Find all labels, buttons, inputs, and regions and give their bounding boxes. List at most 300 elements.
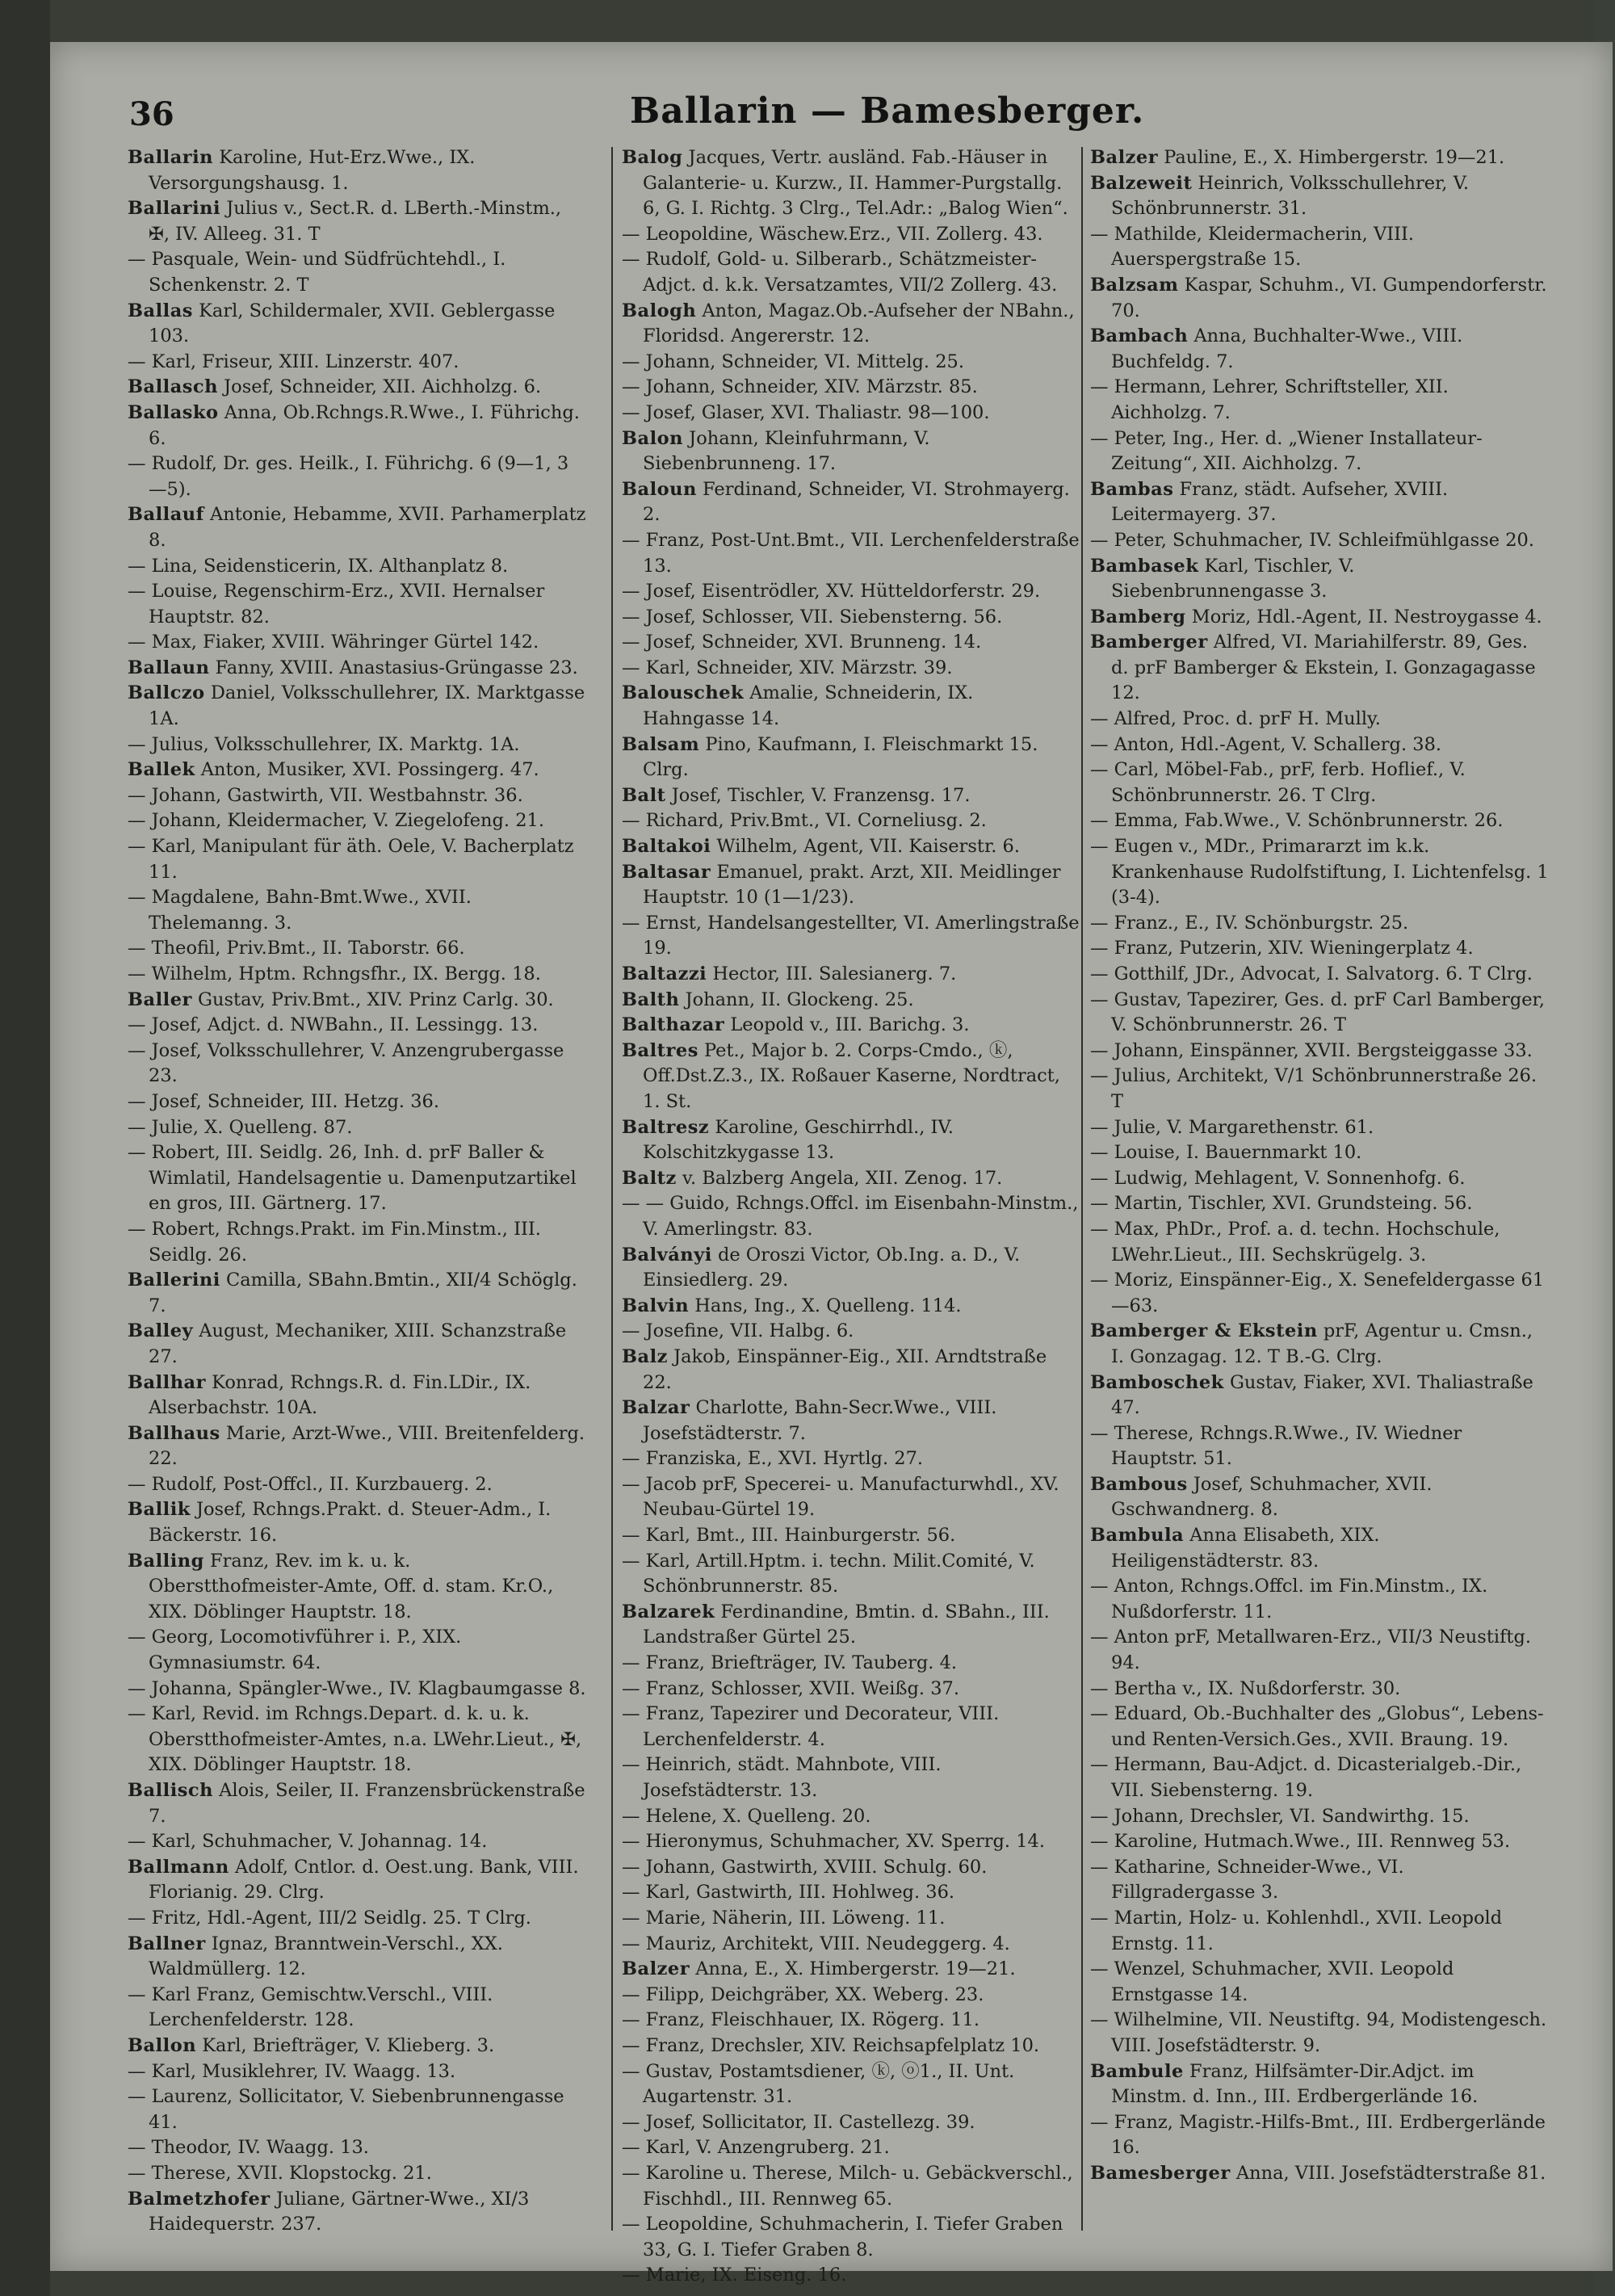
directory-entry	[1090, 1140, 1549, 1166]
entry-text: prF, Agentur u. Cmsn., I. Gonzagag. 12. T B.-G. Clrg.	[1111, 1320, 1533, 1367]
entry-text: — Laurenz, Sollicitator, V. Siebenbrunnengasse 41.	[128, 2086, 564, 2133]
entry-text: — Theofil, Priv.Bmt., II. Taborstr. 66.	[128, 938, 465, 959]
directory-entry	[1090, 145, 1549, 171]
directory-entry	[128, 1677, 586, 1702]
entry-text: Karoline, Hut-Erz.Wwe., IX. Versorgungshausg. 1.	[149, 147, 476, 194]
directory-entry	[1090, 2161, 1549, 2187]
entry-text: Karl, Briefträger, V. Klieberg. 3.	[202, 2034, 495, 2056]
directory-entry	[622, 1345, 1080, 1396]
entry-text: Anna, Ob.Rchngs.R.Wwe., I. Führichg. 6.	[149, 401, 580, 449]
entry-surname: Balványi	[622, 1244, 712, 1266]
directory-entry	[622, 401, 1080, 426]
entry-surname: Bamboschek	[1090, 1371, 1224, 1393]
entry-text: Wilhelm, Agent, VII. Kaiserstr. 6.	[716, 836, 1021, 858]
entry-text: — Leopoldine, Wäschew.Erz., VII. Zollerg. 43.	[622, 223, 1043, 245]
directory-entry	[1090, 1677, 1549, 1702]
entry-text: — Peter, Schuhmacher, IV. Schleifmühlgasse 20.	[1090, 529, 1534, 551]
entry-text: — Rudolf, Gold- u. Silberarb., Schätzmeister-Adjct. d. k.k. Versatzamtes, VII/2 Zollerg. 43.	[622, 249, 1058, 296]
directory-entry	[622, 630, 1080, 656]
entry-text: Anna, E., X. Himbergerstr. 19—21.	[695, 1958, 1016, 1980]
entry-text: — Johann, Gastwirth, XVIII. Schulg. 60.	[622, 1856, 988, 1878]
entry-text: — Karl, Gastwirth, III. Hohlweg. 36.	[622, 1882, 955, 1904]
directory-entry	[622, 426, 1080, 477]
entry-surname: Ballhaus	[128, 1422, 220, 1444]
directory-entry	[1090, 732, 1549, 758]
entry-text: — Johann, Kleidermacher, V. Ziegelofeng. 21.	[128, 810, 544, 832]
directory-entry	[1090, 528, 1549, 554]
entry-text: de Oroszi Victor, Ob.Ing. a. D., V. Einsiedlerg. 29.	[643, 1244, 1021, 1291]
column-1	[128, 145, 586, 2245]
directory-entry	[128, 350, 586, 376]
scan-edge-left	[0, 0, 50, 2296]
directory-entry	[1090, 1039, 1549, 1064]
entry-surname: Ballner	[128, 1933, 206, 1954]
entry-text: — Wenzel, Schuhmacher, XVII. Leopold Ernstgasse 14.	[1090, 1958, 1454, 2005]
directory-entry	[1090, 2110, 1549, 2161]
entry-text: — Georg, Locomotivführer i. P., XIX. Gymnasiumstr. 64.	[128, 1627, 462, 1674]
entry-text: — Richard, Priv.Bmt., VI. Corneliusg. 2.	[622, 810, 987, 832]
column-divider	[1081, 147, 1083, 2231]
directory-entry	[1090, 222, 1549, 273]
entry-text: — Johann, Gastwirth, VII. Westbahnstr. 36.	[128, 784, 523, 806]
entry-text: — Josef, Glaser, XVI. Thaliastr. 98—100.	[622, 401, 990, 423]
entry-text: Franz, Rev. im k. u. k. Oberstthofmeister-Amte, Off. d. stam. Kr.O., XIX. Döblinger Hauptstr. 18.	[149, 1550, 554, 1622]
directory-entry	[622, 656, 1080, 682]
directory-entry	[1090, 1855, 1549, 1906]
entry-surname: Balzer	[1090, 147, 1159, 168]
directory-entry	[622, 375, 1080, 401]
entry-text: — Bertha v., IX. Nußdorferstr. 30.	[1090, 1677, 1401, 1699]
directory-entry	[622, 2008, 1080, 2034]
entry-text: — Karl, Musiklehrer, IV. Waagg. 13.	[128, 2060, 456, 2082]
directory-entry	[128, 1421, 586, 1472]
entry-text: Pet., Major b. 2. Corps-Cmdo., ⓚ, Off.Dst.Z.3., IX. Roßauer Kaserne, Nordtract, 1. St.	[643, 1039, 1060, 1112]
directory-entry	[622, 1752, 1080, 1803]
directory-entry	[622, 1294, 1080, 1320]
directory-entry	[1090, 1574, 1549, 1625]
directory-entry	[128, 1115, 586, 1141]
entry-surname: Ballisch	[128, 1780, 213, 1801]
entry-text: — Johann, Drechsler, VI. Sandwirthg. 15.	[1090, 1805, 1470, 1827]
entry-text: Franz, Hilfsämter-Dir.Adjct. im Minstm. d. Inn., III. Erdbergerlände 16.	[1111, 2060, 1479, 2108]
entry-text: — Louise, I. Bauernmarkt 10.	[1090, 1142, 1362, 1164]
directory-entry	[128, 758, 586, 783]
entry-text: — Karl, Bmt., III. Hainburgerstr. 56.	[622, 1525, 956, 1547]
entry-surname: Bambasek	[1090, 555, 1199, 577]
directory-entry	[622, 247, 1080, 298]
directory-entry	[622, 988, 1080, 1014]
directory-entry	[622, 1549, 1080, 1600]
entry-text: — Magdalene, Bahn-Bmt.Wwe., XVII. Thelemanng. 3.	[128, 887, 472, 934]
entry-text: — Carl, Möbel-Fab., prF, ferb. Hoflief., V. Schönbrunnerstr. 26. T Clrg.	[1090, 759, 1466, 806]
directory-entry	[622, 1013, 1080, 1039]
entry-surname: Ballek	[128, 759, 195, 781]
directory-entry	[128, 1829, 586, 1855]
directory-entry	[1090, 1064, 1549, 1114]
entry-text: — — Guido, Rchngs.Offcl. im Eisenbahn-Minstm., V. Amerlingstr. 83.	[622, 1193, 1079, 1240]
directory-entry	[622, 1677, 1080, 1702]
entry-text: August, Mechaniker, XIII. Schanzstraße 27.	[149, 1320, 567, 1367]
directory-entry	[128, 1625, 586, 1676]
entry-text: — Josef, Schneider, XVI. Brunneng. 14.	[622, 632, 982, 653]
entry-text: Anton, Musiker, XVI. Possingerg. 47.	[200, 759, 539, 781]
entry-text: Daniel, Volksschullehrer, IX. Marktgasse 1A.	[149, 682, 585, 730]
entry-text: — Johann, Einspänner, XVII. Bergsteiggasse 33.	[1090, 1039, 1533, 1061]
entry-text: — Helene, X. Quelleng. 20.	[622, 1805, 871, 1827]
directory-entry	[128, 2084, 586, 2135]
entry-text: — Karl, Friseur, XIII. Linzerstr. 407.	[128, 350, 459, 372]
entry-text: — Ludwig, Mehlagent, V. Sonnenhofg. 6.	[1090, 1167, 1466, 1189]
entry-text: — Ernst, Handelsangestellter, VI. Amerlingstraße 19.	[622, 912, 1080, 959]
directory-entry	[622, 1983, 1080, 2008]
entry-text: — Julie, V. Margarethenstr. 61.	[1090, 1116, 1374, 1138]
directory-entry	[1090, 2008, 1549, 2059]
entry-text: — Franziska, E., XVI. Hyrtlg. 27.	[622, 1448, 924, 1470]
directory-entry	[128, 1039, 586, 1089]
entry-text: Konrad, Rchngs.R. d. Fin.LDir., IX. Alserbachstr. 10A.	[149, 1371, 531, 1419]
directory-entry	[622, 834, 1080, 860]
entry-surname: Balzar	[622, 1397, 690, 1419]
directory-entry	[128, 783, 586, 809]
entry-text: — Karl, V. Anzengruberg. 21.	[622, 2137, 890, 2159]
directory-entry	[622, 299, 1080, 350]
entry-text: — Therese, Rchngs.R.Wwe., IV. Wiedner Hauptstr. 51.	[1090, 1422, 1462, 1470]
entry-text: — Martin, Tischler, XVI. Grundsteing. 56.	[1090, 1193, 1473, 1215]
entry-text: Ignaz, Branntwein-Verschl., XX. Waldmüllerg. 12.	[149, 1933, 503, 1980]
directory-entry	[128, 1472, 586, 1498]
directory-entry	[1090, 758, 1549, 808]
entry-text: — Robert, Rchngs.Prakt. im Fin.Minstm., III. Seidlg. 26.	[128, 1218, 541, 1266]
directory-entry	[128, 299, 586, 350]
entry-text: Josef, Schneider, XII. Aichholzg. 6.	[224, 376, 542, 398]
directory-entry	[1090, 1472, 1549, 1523]
entry-text: — Louise, Regenschirm-Erz., XVII. Hernalser Hauptstr. 82.	[128, 581, 545, 628]
entry-text: — Josefine, VII. Halbg. 6.	[622, 1320, 854, 1342]
directory-entry	[128, 1932, 586, 1983]
directory-entry	[1090, 630, 1549, 707]
directory-entry	[622, 1191, 1080, 1242]
directory-entry	[1090, 426, 1549, 477]
directory-entry	[622, 528, 1080, 579]
entry-text: — Karoline u. Therese, Milch- u. Gebäckverschl., Fischhdl., III. Rennweg 65.	[622, 2162, 1073, 2210]
entry-text: Marie, Arzt-Wwe., VIII. Breitenfelderg. 22.	[149, 1422, 585, 1470]
directory-entry	[622, 477, 1080, 528]
entry-surname: Balmetzhofer	[128, 2188, 271, 2210]
directory-entry	[622, 860, 1080, 911]
entry-surname: Ballerini	[128, 1270, 220, 1291]
directory-entry	[1090, 1523, 1549, 1574]
directory-entry	[128, 962, 586, 988]
entry-text: Jakob, Einspänner-Eig., XII. Arndtstraße 22.	[643, 1345, 1047, 1393]
directory-entry	[128, 451, 586, 502]
directory-entry	[128, 630, 586, 656]
directory-entry	[128, 1906, 586, 1932]
entry-text: — Theodor, IV. Waagg. 13.	[128, 2137, 369, 2159]
entry-surname: Bambach	[1090, 325, 1189, 347]
directory-entry	[128, 1089, 586, 1115]
entry-text: — Martin, Holz- u. Kohlenhdl., XVII. Leopold Ernstg. 11.	[1090, 1907, 1503, 1954]
entry-text: — Fritz, Hdl.-Agent, III/2 Seidlg. 25. T Clrg.	[128, 1907, 531, 1929]
entry-text: Pauline, E., X. Himbergerstr. 19—21.	[1164, 147, 1505, 168]
entry-text: Karl, Schildermaler, XVII. Geblergasse 103.	[149, 300, 556, 347]
directory-entry	[622, 1472, 1080, 1523]
entry-text: — Karl, Artill.Hptm. i. techn. Milit.Comité, V. Schönbrunnerstr. 85.	[622, 1550, 1035, 1597]
entry-text: Heinrich, Volksschullehrer, V. Schönbrunnerstr. 31.	[1111, 172, 1470, 220]
entry-text: — Jacob prF, Specerei- u. Manufacturwhdl., XV. Neubau-Gürtel 19.	[622, 1473, 1059, 1521]
entry-text: v. Balzberg Angela, XII. Zenog. 17.	[682, 1167, 1003, 1189]
directory-entry	[622, 783, 1080, 809]
entry-text: — Johann, Schneider, XIV. Märzstr. 85.	[622, 376, 978, 398]
directory-entry	[622, 681, 1080, 732]
entry-surname: Balsam	[622, 733, 700, 755]
directory-entry	[128, 401, 586, 451]
directory-entry	[1090, 1191, 1549, 1217]
entry-surname: Ballczo	[128, 682, 205, 704]
directory-entry	[1090, 1370, 1549, 1421]
directory-entry	[622, 222, 1080, 248]
entry-text: Charlotte, Bahn-Secr.Wwe., VIII. Josefstädterstr. 7.	[643, 1397, 997, 1444]
running-head: Ballarin — Bamesberger.	[630, 90, 1145, 132]
entry-text: — Franz, Briefträger, IV. Tauberg. 4.	[622, 1652, 958, 1674]
entry-text: Pino, Kaufmann, I. Fleischmarkt 15. Clrg.	[643, 733, 1038, 781]
directory-entry	[1090, 1217, 1549, 1268]
entry-surname: Baltazzi	[622, 963, 707, 984]
directory-entry	[1090, 1957, 1549, 2008]
entry-text: Juliane, Gärtner-Wwe., XI/3 Haidequerstr. 237.	[149, 2188, 530, 2235]
directory-entry	[622, 732, 1080, 783]
directory-entry	[1090, 273, 1549, 324]
directory-entry	[622, 605, 1080, 631]
directory-entry	[1090, 1166, 1549, 1192]
directory-entry	[622, 1523, 1080, 1549]
entry-text: — Eduard, Ob.-Buchhalter des „Globus“, Lebens- und Renten-Versich.Ges., XVII. Braung. 19.	[1090, 1703, 1544, 1750]
directory-entry	[1090, 2059, 1549, 2110]
directory-entry	[1090, 834, 1549, 911]
entry-surname: Balling	[128, 1550, 204, 1572]
entry-text: Fanny, XVIII. Anastasius-Grüngasse 23.	[215, 657, 578, 678]
entry-text: — Anton, Hdl.-Agent, V. Schallerg. 38.	[1090, 733, 1442, 755]
directory-entry	[1090, 324, 1549, 375]
entry-surname: Bamesberger	[1090, 2162, 1231, 2184]
entry-text: — Peter, Ing., Her. d. „Wiener Installateur-Zeitung“, XII. Aichholzg. 7.	[1090, 427, 1483, 475]
directory-entry	[622, 1957, 1080, 1983]
entry-text: Gustav, Fiaker, XVI. Thaliastraße 47.	[1111, 1371, 1533, 1419]
entry-surname: Balz	[622, 1345, 668, 1367]
entry-text: — Rudolf, Dr. ges. Heilk., I. Führichg. 6 (9—1, 3—5).	[128, 453, 569, 500]
directory-entry	[128, 1778, 586, 1829]
entry-text: Camilla, SBahn.Bmtin., XII/4 Schöglg. 7.	[149, 1270, 577, 1316]
entry-text: — Karl, Schuhmacher, V. Johannag. 14.	[128, 1831, 488, 1853]
entry-text: — Josef, Sollicitator, II. Castellezg. 39.	[622, 2111, 975, 2133]
entry-surname: Bamberger & Ekstein	[1090, 1320, 1318, 1342]
entry-text: Anna, Buchhalter-Wwe., VIII. Buchfeldg. 7.	[1111, 325, 1463, 372]
directory-entry	[1090, 936, 1549, 962]
directory-entry	[622, 808, 1080, 834]
directory-entry	[1090, 605, 1549, 631]
entry-surname: Balzeweit	[1090, 172, 1193, 194]
directory-entry	[622, 1319, 1080, 1345]
entry-surname: Bambula	[1090, 1525, 1185, 1547]
directory-entry	[128, 145, 586, 196]
directory-entry	[1090, 707, 1549, 732]
entry-text: Ferdinandine, Bmtin. d. SBahn., III. Landstraßer Gürtel 25.	[643, 1601, 1050, 1648]
column-3	[1090, 145, 1549, 2245]
entry-text: Leopold v., III. Barichg. 3.	[730, 1014, 970, 1036]
directory-entry	[622, 1855, 1080, 1881]
entry-text: — Marie, Näherin, III. Löweng. 11.	[622, 1907, 946, 1929]
directory-entry	[128, 1497, 586, 1548]
entry-text: Johann, II. Glockeng. 25.	[685, 988, 914, 1010]
entry-text: — Katharine, Schneider-Wwe., VI. Fillgradergasse 3.	[1090, 1856, 1404, 1904]
directory-entry	[128, 936, 586, 962]
directory-entry	[622, 1600, 1080, 1651]
entry-text: Anna Elisabeth, XIX. Heiligenstädterstr. 83.	[1111, 1525, 1380, 1572]
directory-entry	[622, 145, 1080, 222]
directory-entry	[128, 1217, 586, 1268]
entry-surname: Balouschek	[622, 682, 745, 704]
entry-text: — Therese, XVII. Klopstockg. 21.	[128, 2162, 432, 2184]
entry-text: — Max, Fiaker, XVIII. Währinger Gürtel 142.	[128, 632, 539, 653]
entry-surname: Balog	[622, 147, 683, 168]
directory-entry	[128, 808, 586, 834]
entry-text: — Karl, Revid. im Rchngs.Depart. d. k. u. k. Oberstthofmeister-Amtes, n.a. LWehr.Lieut., ✠, XIX. Döblinger Hauptstr. 18.	[128, 1703, 582, 1776]
entry-text: — Franz, Tapezirer und Decorateur, VIII. Lerchenfelderstr. 4.	[622, 1703, 1000, 1750]
entry-text: — Anton prF, Metallwaren-Erz., VII/3 Neustiftg. 94.	[1090, 1627, 1531, 1674]
entry-text: — Max, PhDr., Prof. a. d. techn. Hochschule, LWehr.Lieut., III. Sechskrügelg. 3.	[1090, 1218, 1500, 1266]
directory-entry	[622, 1880, 1080, 1906]
entry-text: Adolf, Cntlor. d. Oest.ung. Bank, VIII. Florianig. 29. Clrg.	[149, 1856, 579, 1904]
directory-entry	[128, 988, 586, 1014]
entry-text: Karoline, Geschirrhdl., IV. Kolschitzkygasse 13.	[643, 1116, 954, 1164]
entry-text: — Franz, Putzerin, XIV. Wieningerplatz 4.	[1090, 938, 1474, 959]
entry-text: Josef, Rchngs.Prakt. d. Steuer-Adm., I. Bäckerstr. 16.	[149, 1499, 552, 1547]
entry-text: Johann, Kleinfuhrmann, V. Siebenbrunneng. 17.	[643, 427, 930, 475]
entry-text: Alfred, VI. Mariahilferstr. 89, Ges. d. prF Bamberger & Ekstein, I. Gonzagagasse 12.	[1111, 632, 1536, 704]
entry-text: Julius v., Sect.R. d. LBerth.-Minstm., ✠, IV. Alleeg. 31. T	[149, 198, 562, 245]
entry-text: — Hermann, Bau-Adjct. d. Dicasterialgeb.-Dir., VII. Siebensterng. 19.	[1090, 1754, 1522, 1801]
column-2	[622, 145, 1080, 2286]
page-number: 36	[129, 95, 174, 133]
entry-text: — Rudolf, Post-Offcl., II. Kurzbauerg. 2.	[128, 1473, 493, 1495]
entry-surname: Baloun	[622, 478, 697, 500]
directory-entry	[128, 1702, 586, 1778]
directory-entry	[128, 732, 586, 758]
column-divider	[611, 147, 613, 2231]
entry-surname: Balt	[622, 784, 666, 806]
directory-entry	[128, 1983, 586, 2034]
directory-entry	[1090, 1319, 1549, 1370]
directory-entry	[622, 2059, 1080, 2110]
entry-text: Hans, Ing., X. Quelleng. 114.	[694, 1295, 962, 1316]
entry-surname: Balth	[622, 988, 680, 1010]
entry-text: — Moriz, Einspänner-Eig., X. Senefeldergasse 61—63.	[1090, 1270, 1545, 1316]
directory-entry	[622, 911, 1080, 962]
directory-entry	[128, 1370, 586, 1421]
directory-entry	[622, 962, 1080, 988]
entry-surname: Ballasch	[128, 376, 218, 398]
directory-entry	[1090, 554, 1549, 605]
directory-entry	[1090, 477, 1549, 528]
entry-text: — Wilhelmine, VII. Neustiftg. 94, Modistengesch. VIII. Josefstädterstr. 9.	[1090, 2009, 1547, 2056]
entry-surname: Bambule	[1090, 2060, 1184, 2082]
entry-surname: Balvin	[622, 1295, 690, 1316]
directory-entry	[622, 2161, 1080, 2212]
entry-text: — Hieronymus, Schuhmacher, XV. Sperrg. 14.	[622, 1831, 1045, 1853]
entry-surname: Balzsam	[1090, 274, 1179, 296]
directory-entry	[128, 1319, 586, 1370]
directory-entry	[622, 2212, 1080, 2263]
directory-entry	[128, 1013, 586, 1039]
entry-surname: Ballon	[128, 2034, 197, 2056]
directory-entry	[1090, 962, 1549, 988]
entry-text: — Johanna, Spängler-Wwe., IV. Klagbaumgasse 8.	[128, 1677, 586, 1699]
directory-entry	[128, 1549, 586, 1626]
entry-text: Anton, Magaz.Ob.-Aufseher der NBahn., Floridsd. Angererstr. 12.	[643, 300, 1075, 347]
entry-text: Ferdinand, Schneider, VI. Strohmayerg. 2.	[643, 478, 1070, 526]
directory-entry	[622, 2110, 1080, 2136]
entry-surname: Baltz	[622, 1167, 677, 1189]
entry-surname: Baltakoi	[622, 836, 711, 858]
directory-entry	[622, 1166, 1080, 1192]
entry-text: — Gustav, Postamtsdiener, ⓚ, ⓞ1., II. Unt. Augartenstr. 31.	[622, 2060, 1015, 2108]
entry-surname: Balogh	[622, 300, 697, 321]
entry-text: — Eugen v., MDr., Primararzt im k.k. Krankenhause Rudolfstiftung, I. Lichtenfelsg. 1 (3-4).	[1090, 836, 1549, 909]
entry-text: — Julie, X. Quelleng. 87.	[128, 1116, 353, 1138]
entry-text: Alois, Seiler, II. Franzensbrückenstraße 7.	[149, 1780, 585, 1827]
entry-text: — Wilhelm, Hptm. Rchngsfhr., IX. Bergg. 18.	[128, 963, 541, 984]
directory-entry	[128, 1855, 586, 1906]
entry-text: Karl, Tischler, V. Siebenbrunnengasse 3.	[1111, 555, 1355, 602]
directory-entry	[128, 2161, 586, 2187]
directory-entry	[1090, 1625, 1549, 1676]
entry-surname: Ballhar	[128, 1371, 206, 1393]
entry-text: — Karl, Manipulant für äth. Oele, V. Bacherplatz 11.	[128, 836, 574, 883]
directory-entry	[1090, 911, 1549, 937]
entry-text: — Franz, Fleischhauer, IX. Rögerg. 11.	[622, 2009, 980, 2031]
directory-entry	[622, 2135, 1080, 2161]
entry-text: — Anton, Rchngs.Offcl. im Fin.Minstm., IX. Nußdorferstr. 11.	[1090, 1576, 1488, 1622]
entry-text: — Josef, Schneider, III. Hetzg. 36.	[128, 1090, 440, 1112]
entry-surname: Bambas	[1090, 478, 1174, 500]
entry-surname: Bamberg	[1090, 606, 1186, 628]
entry-surname: Bamberger	[1090, 632, 1208, 653]
entry-surname: Baltresz	[622, 1116, 710, 1138]
entry-text: — Mauriz, Architekt, VIII. Neudeggerg. 4.	[622, 1933, 1010, 1954]
entry-text: — Franz, Magistr.-Hilfs-Bmt., III. Erdbergerlände 16.	[1090, 2111, 1546, 2159]
directory-entry	[1090, 988, 1549, 1039]
directory-entry	[622, 1829, 1080, 1855]
entry-text: Amalie, Schneiderin, IX. Hahngasse 14.	[643, 682, 974, 730]
entry-text: — Josef, Adjct. d. NWBahn., II. Lessingg. 13.	[128, 1014, 539, 1036]
entry-text: — Gustav, Tapezirer, Ges. d. prF Carl Bamberger, V. Schönbrunnerstr. 26. T	[1090, 988, 1545, 1036]
entry-text: — Karoline, Hutmach.Wwe., III. Rennweg 53.	[1090, 1831, 1511, 1853]
directory-entry	[128, 656, 586, 682]
entry-text: — Mathilde, Kleidermacherin, VIII. Auerspergstraße 15.	[1090, 223, 1415, 271]
entry-text: — Emma, Fab.Wwe., V. Schönbrunnerstr. 26.	[1090, 810, 1504, 832]
entry-text: — Franz, Drechsler, XIV. Reichsapfelplatz 10.	[622, 2034, 1040, 2056]
entry-surname: Baltres	[622, 1039, 698, 1061]
entry-surname: Ballasko	[128, 401, 219, 423]
entry-text: — Johann, Schneider, VI. Mittelg. 25.	[622, 350, 964, 372]
directory-entry	[1090, 1268, 1549, 1319]
entry-surname: Ballarini	[128, 198, 221, 220]
entry-surname: Balzarek	[622, 1601, 715, 1622]
entry-text: Jacques, Vertr. ausländ. Fab.-Häuser in Galanterie- u. Kurzw., II. Hammer-Purgstallg. 6, G. I. Richtg. 3 Clrg., Tel.Adr.: „Balog Wien“.	[643, 147, 1068, 220]
directory-entry	[622, 1651, 1080, 1677]
directory-entry	[1090, 1702, 1549, 1752]
directory-entry	[622, 2034, 1080, 2059]
entry-text: — Robert, III. Seidlg. 26, Inh. d. prF Baller & Wimlatil, Handelsagentie u. Damenputzartikel en gros, III. Gärtnerg. 17.	[128, 1142, 577, 1215]
